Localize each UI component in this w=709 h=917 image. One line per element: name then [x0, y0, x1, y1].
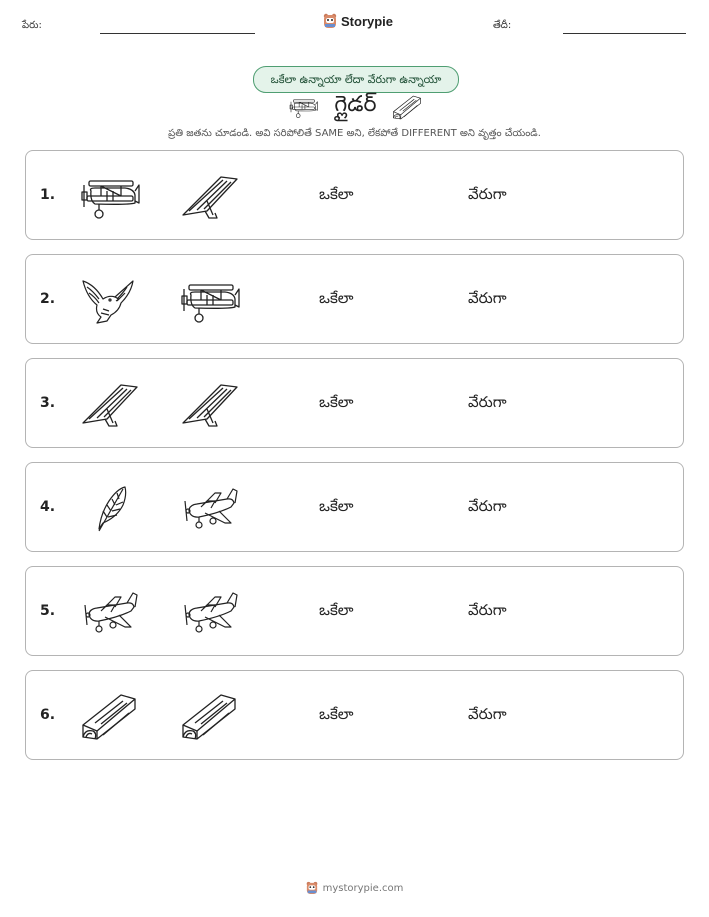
question-number: 4.: [40, 499, 56, 515]
date-line[interactable]: [563, 33, 686, 34]
footer-link[interactable]: mystorypie.com: [322, 882, 404, 894]
question-card-2: [25, 254, 684, 344]
hang-glider-icon: [178, 379, 240, 429]
question-number: 5.: [40, 603, 56, 619]
biplane-icon: [78, 171, 140, 221]
option-same[interactable]: ఒకేలా: [319, 601, 354, 619]
wood-plank-icon: [178, 691, 240, 741]
page-title: గ్లైడర్: [334, 92, 377, 117]
eagle-icon: [78, 275, 140, 325]
option-same[interactable]: ఒకేలా: [319, 393, 354, 411]
option-different[interactable]: వేరుగా: [468, 185, 507, 203]
question-card-3: [25, 358, 684, 448]
question-number: 6.: [40, 707, 56, 723]
footer: [0, 881, 709, 895]
bear-icon: [323, 13, 337, 29]
worksheet-banner: ఒకేలా ఉన్నాయా లేదా వేరుగా ఉన్నాయా: [253, 66, 459, 93]
brand-name: Storypie: [341, 13, 394, 29]
hang-glider-icon: [178, 171, 240, 221]
propeller-plane-icon: [178, 587, 240, 637]
question-card-6: [25, 670, 684, 760]
question-card-4: [25, 462, 684, 552]
name-label: పేరు:: [22, 20, 42, 31]
instructions: ప్రతి జతను చూడండి. అవి సరిపోలితే SAME అని, లేకపోతే DIFFERENT అని వృత్తం చేయండి.: [168, 128, 541, 139]
question-card-5: [25, 566, 684, 656]
biplane-icon: [286, 95, 320, 119]
option-same[interactable]: ఒకేలా: [319, 289, 354, 307]
feather-icon: [78, 483, 140, 533]
brand-logo: [323, 13, 393, 29]
question-number: 1.: [40, 187, 56, 203]
option-different[interactable]: వేరుగా: [468, 601, 507, 619]
wood-plank-icon: [78, 691, 140, 741]
option-different[interactable]: వేరుగా: [468, 393, 507, 411]
question-number: 3.: [40, 395, 56, 411]
wood-plank-icon: [391, 94, 423, 120]
option-different[interactable]: వేరుగా: [468, 497, 507, 515]
biplane-icon: [178, 275, 240, 325]
propeller-plane-icon: [178, 483, 240, 533]
option-different[interactable]: వేరుగా: [468, 289, 507, 307]
option-different[interactable]: వేరుగా: [468, 705, 507, 723]
title-row: [0, 92, 709, 122]
question-number: 2.: [40, 291, 56, 307]
option-same[interactable]: ఒకేలా: [319, 185, 354, 203]
propeller-plane-icon: [78, 587, 140, 637]
question-card-1: [25, 150, 684, 240]
option-same[interactable]: ఒకేలా: [319, 705, 354, 723]
name-line[interactable]: [100, 33, 255, 34]
option-same[interactable]: ఒకేలా: [319, 497, 354, 515]
bear-icon: [306, 881, 318, 895]
date-label: తేదీ:: [493, 20, 512, 31]
hang-glider-icon: [78, 379, 140, 429]
